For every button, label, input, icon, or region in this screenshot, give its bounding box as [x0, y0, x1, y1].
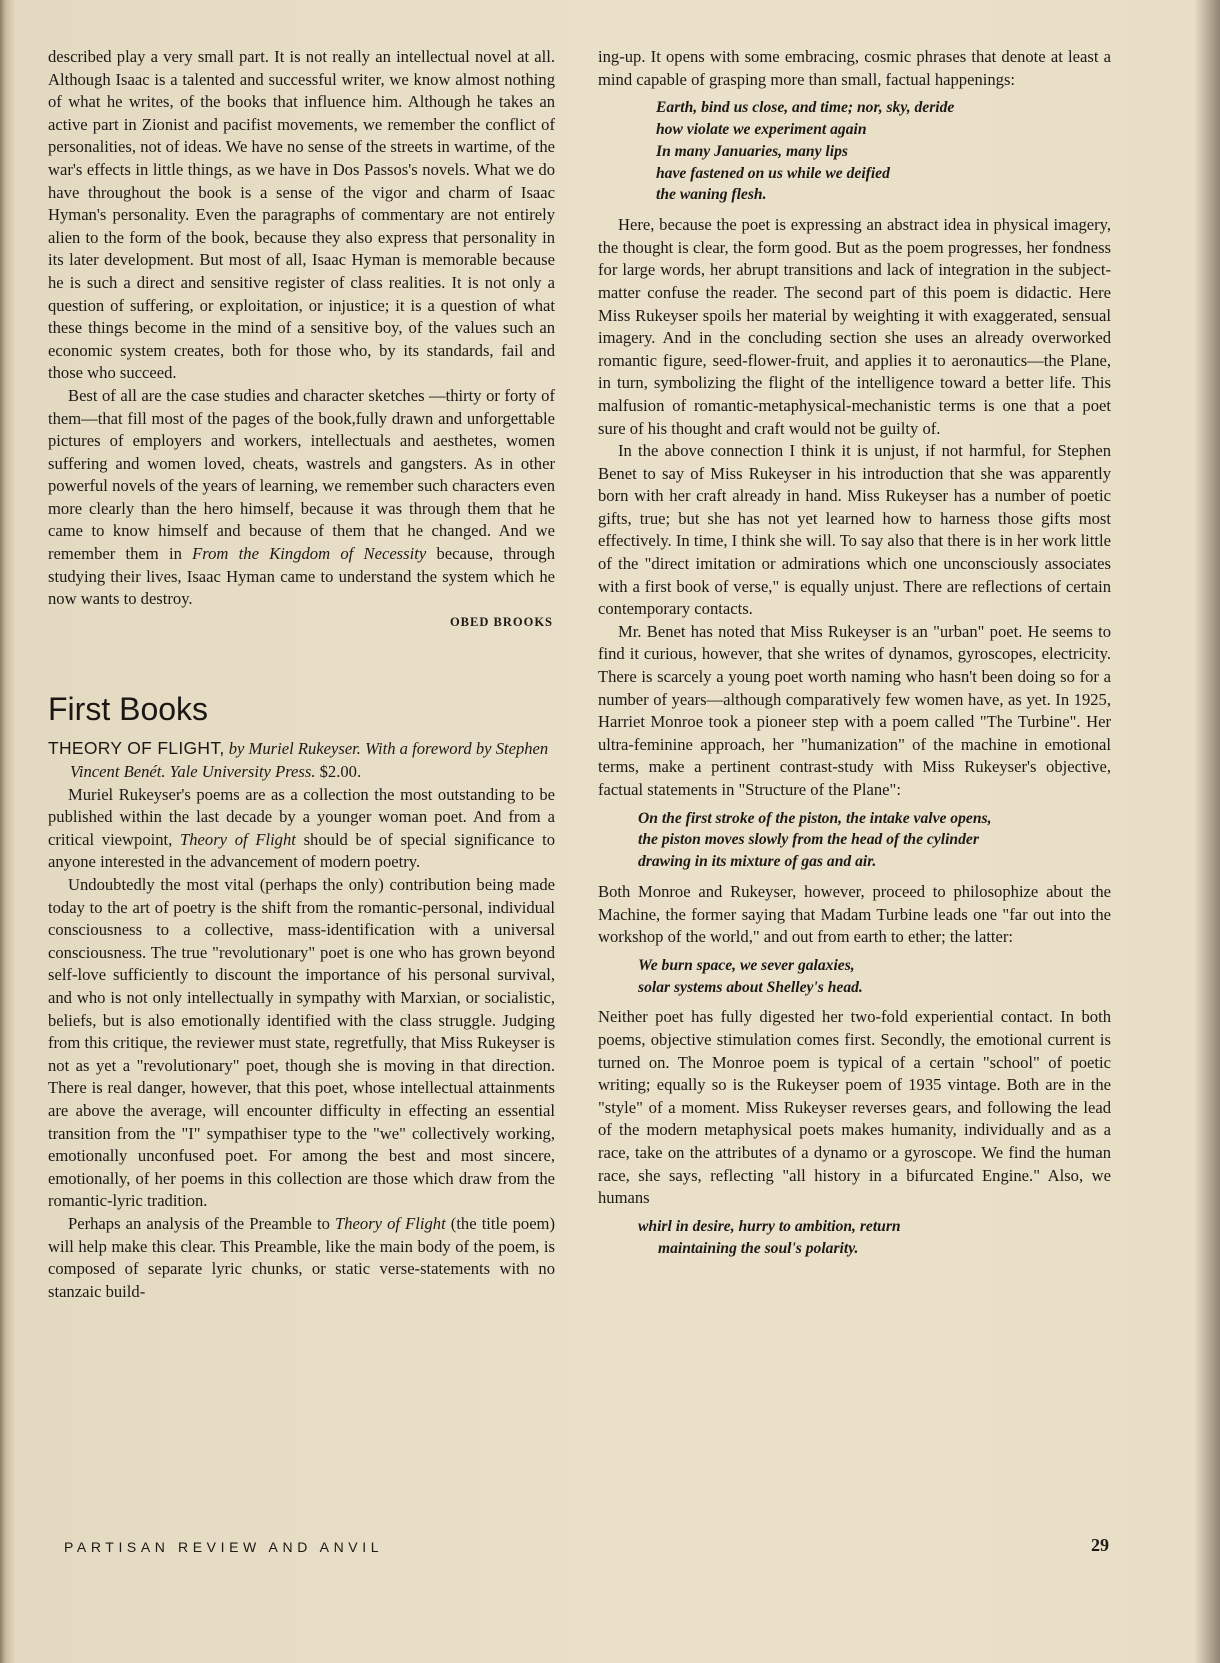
verse-line: Earth, bind us close, and time; nor, sky, deride — [656, 99, 955, 117]
verse-line: have fastened on us while we deified — [656, 164, 890, 182]
review-paragraph — [48, 1213, 555, 1303]
review-paragraph: In the above connection I think it is unjust, if not harmful, for Stephen Benet to say of Miss Rukeyser in his introduction that she was apparently born with her craft already in hand. Miss Rukeyser has a number of poetic gifts, true; but she has not yet learned how to harness those gifts most effectively. In time, I think she will. To say also that there is in her work little of the "direct imitation or admirations which one unconsciously associates with a first book of verse," is equally unjust. There are reflections of certain contemporary contacts. — [598, 441, 1111, 619]
paragraph-text: (the title poem) will help make this clear. This Preamble, like the main body of the poem, is composed of separate lyric chunks, or static verse-statements with no stanzaic build- — [48, 1213, 555, 1301]
verse-line: whirl in desire, hurry to ambition, return — [638, 1217, 901, 1235]
book-entry — [48, 737, 555, 783]
running-head: PARTISAN REVIEW AND ANVIL — [64, 1539, 384, 1555]
paragraph-text: Best of all are the case studies and character sketches —thirty or forty of them—that fill most of the pages of the book,fully drawn and unforgettable pictures of employers and workers, intellectuals and aesthetes, women suffering and women loved, cheats, wastrels and gangsters. As in other powerful novels of the years of learning, we remember such characters even more clearly than the hero himself, because it was through them that he came to know himself and because of them that he changed. And we remember them in — [48, 385, 555, 564]
review-signature-line — [48, 611, 555, 634]
book-title-reference: Theory of Flight — [180, 829, 296, 849]
verse-line: the waning flesh. — [656, 186, 767, 204]
section-title: First Books — [48, 691, 209, 728]
review-paragraph: Both Monroe and Rukeyser, however, proceed to philosophize about the Machine, the former saying that Madam Turbine leads one "far out into the workshop of the world," and out from earth to ether; the latter: — [598, 882, 1111, 947]
verse-quote — [598, 97, 1111, 206]
reviewer-name: OBED BROOKS — [449, 614, 553, 629]
book-price: $2.00. — [315, 762, 362, 782]
verse-line: In many Januaries, many lips — [656, 142, 848, 160]
verse-line: drawing in its mixture of gas and air. — [638, 853, 877, 871]
book-title-reference: From the Kingdom of Necessity — [192, 544, 427, 564]
review-paragraph: Neither poet has fully digested her two-fold experiential contact. In both poems, objective stimulation comes first. Secondly, the emotional current is turned on. The Monroe poem is typical of a certain "school" of poetic writing; equally so is the Rukeyser poem of 1935 vintage. Both are in the "style" of a moment. Miss Rukeyser reverses gears, and following the lead of the modern metaphysical poets makes humanity, individually and as a race, take on the attributes of a dynamo or a gyroscope. We find the human race, she says, reflecting "all history in a bifurcated Engine." Also, we humans — [598, 1007, 1111, 1208]
verse-line: maintaining the soul's polarity. — [658, 1239, 859, 1257]
verse-quote — [598, 955, 1111, 999]
verse-quote — [598, 1216, 1111, 1260]
left-column — [48, 46, 555, 1303]
review-closing-paragraph — [48, 385, 555, 611]
review-paragraph: Mr. Benet has noted that Miss Rukeyser is an "urban" poet. He seems to find it curious, however, that she writes of dynamos, gyroscopes, electricity. There is scarcely a young poet worth naming who hasn't been doing so for a number of years—although comparatively few women have, as yet. In 1925, Harriet Monroe took a pioneer step with a poem called "The Turbine". Her ultra-feminine approach, her "humanization" of the machine in emotional terms, make a pertinent contrast-study with Miss Rukeyser's objective, factual statements in "Structure of the Plane": — [598, 621, 1111, 800]
paragraph-text: because, through studying their lives, Isaac Hyman came to understand the system which he now wants to destroy. — [48, 544, 556, 609]
paragraph-text: should be of special significance to anyone interested in the advancement of modern poetry. — [48, 829, 556, 872]
verse-line: solar systems about Shelley's head. — [638, 978, 863, 996]
paragraph-text: Muriel Rukeyser's poems are as a collection the most outstanding to be published within the last decade by a younger woman poet. And from a critical viewpoint, — [48, 784, 555, 849]
review-paragraph: described play a very small part. It is not really an intellectual novel at all. Although Isaac is a talented and successful writer, we know almost nothing of what he writes, of the books that influence him. Although he takes an active part in Zionist and pacifist movements, we remember the conflict of personalities, not of ideas. We have no sense of the streets in wartime, of the war's effects in little things, as we have in Dos Passos's novels. What we do have throughout the book is a sense of the vigor and charm of Isaac Hyman's personality. Even the paragraphs of commentary are not entirely alien to the form of the book, because they also express that personality in its later development. But most of all, Isaac Hyman is memorable because he is such a direct and sensitive register of class realities. It is not only a question of suffering, or exploitation, or injustice; it is a question of what these things become in the mind of a sensitive boy, of the values such an economic system creates, both for those who, by its standards, fail and those who succeed. — [48, 47, 555, 383]
verse-quote — [598, 808, 1111, 873]
verse-line: We burn space, we sever galaxies, — [638, 956, 855, 974]
book-title: THEORY OF FLIGHT, — [48, 738, 225, 759]
book-info: by Muriel Rukeyser. With a foreword by Stephen Vincent Benét. Yale University Press. — [70, 739, 549, 782]
book-title-reference: Theory of Flight — [335, 1213, 446, 1233]
paragraph-text: Perhaps an analysis of the Preamble to — [68, 1213, 336, 1233]
review-paragraph — [48, 784, 555, 874]
review-paragraph: Undoubtedly the most vital (perhaps the only) contribution being made today to the art of poetry is the shift from the romantic-personal, individual consciousness to a collective, mass-identification with a universal consciousness. The true "revolutionary" poet is one who has grown beyond self-love sufficiently to discount the importance of his personal survival, and who is not only intellectually in sympathy with Marxian, or socialistic, beliefs, but is also emotionally identified with the class struggle. Judging from this critique, the reviewer must state, regretfully, that Miss Rukeyser is not as yet a "revolutionary" poet, though she is moving in that direction. There is real danger, however, that this poet, whose intellectual attainments are above the average, will encounter difficulty in effecting an essential transition from the "I" sympathiser type to the "we" collectively working, emotionally unconfused poet. For among the best and most sincere, emotionally, of her poems in this collection are those which draw from the romantic-lyric tradition. — [48, 875, 555, 1211]
verse-line: how violate we experiment again — [656, 120, 867, 138]
page-number: 29 — [1091, 1535, 1109, 1555]
verse-line: On the first stroke of the piston, the intake valve opens, — [638, 809, 992, 827]
review-paragraph: Here, because the poet is expressing an abstract idea in physical imagery, the thought is clear, the form good. But as the poem progresses, her fondness for large words, her abrupt transitions and lack of integration in the subject-matter confuse the reader. The second part of this poem is didactic. Here Miss Rukeyser spoils her material by weighting it with exaggerated, sensual imagery. And in the concluding section she uses an already overworked romantic figure, seed-flower-fruit, and applies it to aeronautics—the Plane, in turn, symbolizing the flight of the intelligence toward a better life. This malfusion of romantic-metaphysical-mechanistic terms is one that a poet sure of his thought and craft would not be guilty of. — [598, 215, 1111, 438]
verse-line: the piston moves slowly from the head of the cylinder — [638, 831, 979, 849]
right-column — [598, 46, 1111, 1267]
review-paragraph: ing-up. It opens with some embracing, cosmic phrases that denote at least a mind capable of grasping more than small, factual happenings: — [598, 47, 1111, 89]
